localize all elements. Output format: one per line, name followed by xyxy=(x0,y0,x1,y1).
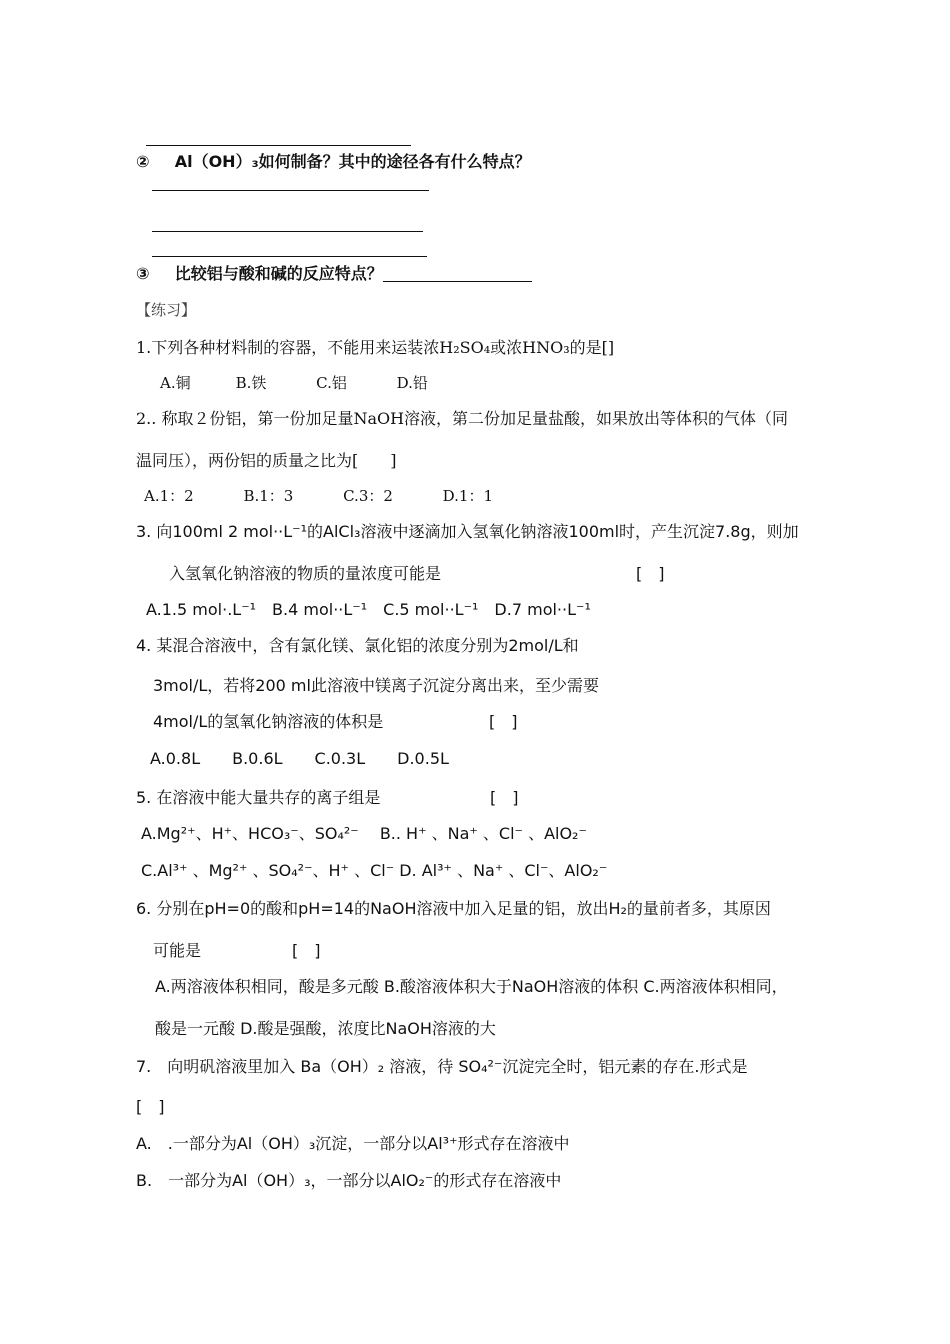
question-text: Al（OH）₃如何制备？其中的途径各有什么特点？ xyxy=(174,152,531,171)
practice-6-options-line1: A.两溶液体积相同，酸是多元酸 B.酸溶液体积大于NaOH溶液的体积 C.两溶液体积相同， xyxy=(155,977,788,996)
answer-bracket: [ ] xyxy=(636,564,665,583)
answer-blank-line xyxy=(146,145,411,146)
answer-bracket: [ ] xyxy=(490,788,519,807)
answer-blank-line xyxy=(152,231,423,232)
question-number: ② xyxy=(136,152,150,171)
practice-4-stem-line3: 4mol/L的氢氧化钠溶液的体积是 xyxy=(153,712,384,731)
practice-3-options: A.1.5 mol·.L⁻¹ B.4 mol··L⁻¹ C.5 mol··L⁻¹ D.7 mol··L⁻¹ xyxy=(146,600,591,619)
practice-6-stem-line1: 6. 分别在pH=0的酸和pH=14的NaOH溶液中加入足量的铝，放出H₂的量前者多，其原因 xyxy=(136,899,771,918)
practice-3-stem-line1: 3. 向100ml 2 mol··L⁻¹的AlCl₃溶液中逐滴加入氢氧化钠溶液100ml时，产生沉淀7.8g，则加 xyxy=(136,522,799,541)
practice-5-options-cd: C.Al³⁺ 、Mg²⁺ 、SO₄²⁻、H⁺ 、Cl⁻ D. Al³⁺ 、Na⁺ 、Cl⁻、AlO₂⁻ xyxy=(141,861,608,880)
answer-blank-line xyxy=(383,281,532,282)
practice-7-stem: 7. 向明矾溶液里加入 Ba（OH）₂ 溶液，待 SO₄²⁻沉淀完全时，铝元素的存在.形式是 xyxy=(136,1057,748,1076)
practice-5-options-ab: A.Mg²⁺、H⁺、HCO₃⁻、SO₄²⁻ B.. H⁺ 、Na⁺ 、Cl⁻ 、AlO₂⁻ xyxy=(141,824,587,843)
practice-3-stem-line2: 入氢氧化钠溶液的物质的量浓度可能是 xyxy=(169,564,442,583)
answer-blank-line xyxy=(152,256,427,257)
practice-5-stem: 5. 在溶液中能大量共存的离子组是 xyxy=(136,788,381,807)
question-number: ③ xyxy=(136,264,150,283)
practice-6-options-line2: 酸是一元酸 D.酸是强酸，浓度比NaOH溶液的大 xyxy=(155,1019,496,1038)
practice-2-stem-line2: 温同压），两份铝的质量之比为[ ] xyxy=(136,451,397,470)
answer-blank-line xyxy=(152,190,429,191)
practice-4-options: A.0.8L B.0.6L C.0.3L D.0.5L xyxy=(150,749,449,768)
answer-bracket: [ ] xyxy=(136,1097,165,1116)
question-text: 比较铝与酸和碱的反应特点？ xyxy=(174,264,383,283)
practice-7-option-a: A. .一部分为Al（OH）₃沉淀，一部分以Al³⁺形式存在溶液中 xyxy=(136,1134,570,1153)
practice-4-stem-line2: 3mol/L，若将200 ml此溶液中镁离子沉淀分离出来，至少需要 xyxy=(153,676,599,695)
practice-1-stem: 1.下列各种材料制的容器，不能用来运装浓H₂SO₄或浓HNO₃的是[] xyxy=(136,338,615,357)
answer-bracket: [ ] xyxy=(292,941,321,960)
question-3 xyxy=(136,264,383,284)
practice-heading: 【练习】 xyxy=(136,301,197,319)
practice-1-options: A.铜 B.铁 C.铝 D.铅 xyxy=(160,374,428,392)
practice-4-stem-line1: 4. 某混合溶液中，含有氯化镁、氯化铝的浓度分别为2mol/L和 xyxy=(136,636,579,655)
practice-2-stem-line1: 2.. 称取２份铝，第一份加足量NaOH溶液，第二份加足量盐酸，如果放出等体积的气体（同 xyxy=(136,409,789,428)
practice-2-options: A.1：2 B.1：3 C.3：2 D.1：1 xyxy=(144,487,494,505)
question-2 xyxy=(136,152,531,172)
answer-bracket: [ ] xyxy=(489,712,518,731)
practice-7-option-b: B. 一部分为Al（OH）₃，一部分以AlO₂⁻的形式存在溶液中 xyxy=(136,1171,562,1190)
practice-6-stem-line2: 可能是 xyxy=(153,941,202,960)
